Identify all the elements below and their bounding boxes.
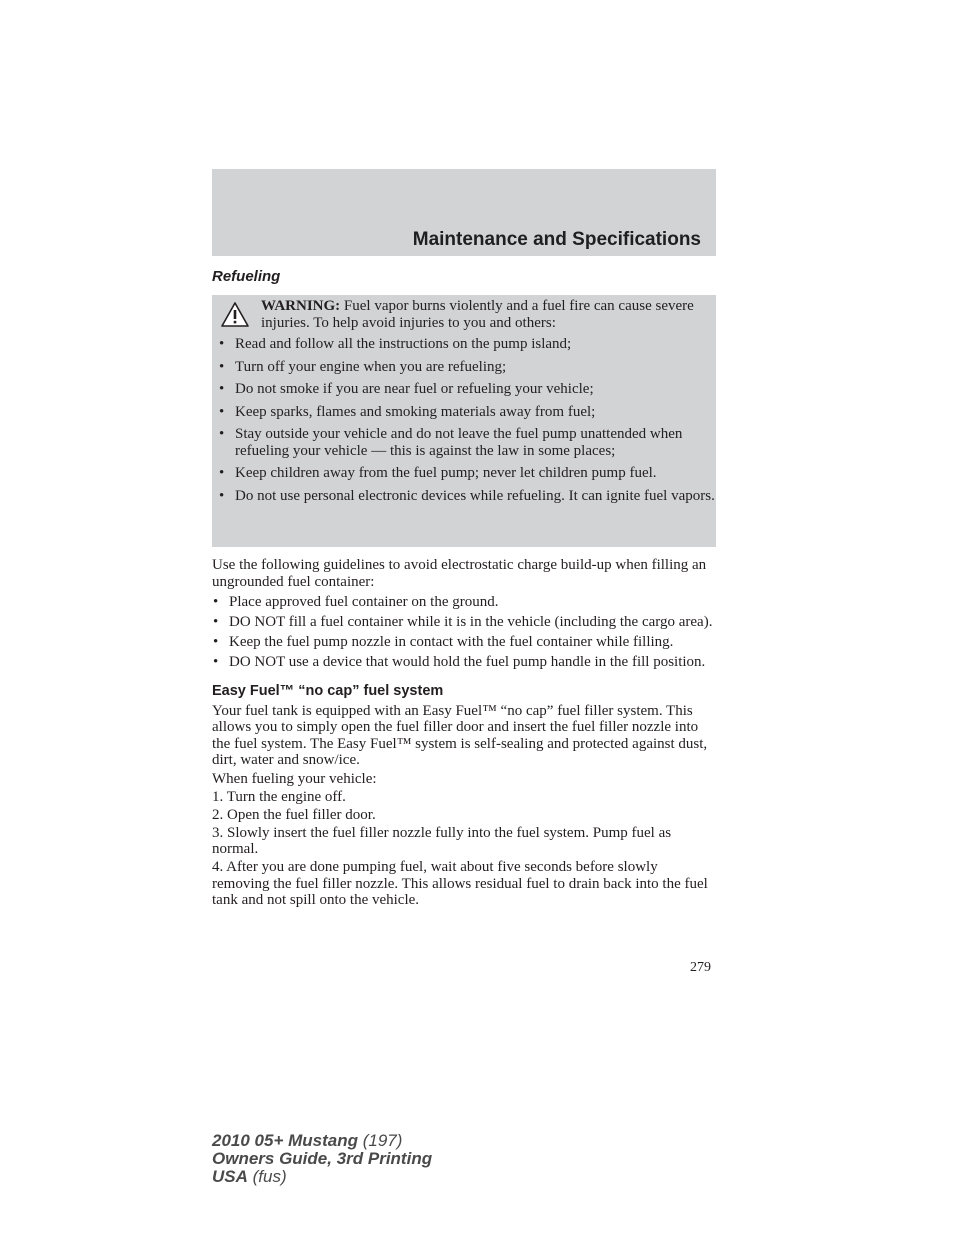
easy-fuel-heading: Easy Fuel™ “no cap” fuel system [212,683,444,699]
warning-label: WARNING: [261,298,341,314]
fueling-step: 1. Turn the engine off. [212,788,346,805]
chapter-title: Maintenance and Specifications [412,229,701,250]
footer-region: USA [212,1167,248,1186]
warning-list-item: • Do not use personal electronic devices while refueling. It can ignite fuel vapors. [212,488,715,505]
section-title: Refueling [212,268,281,285]
fueling-step: 3. Slowly insert the fuel filler nozzle fully into the fuel system. Pump fuel as normal. [212,824,672,857]
when-fueling-text: When fueling your vehicle: [212,770,377,787]
footer-guide: Owners Guide, 3rd Printing [212,1149,433,1168]
guidelines-list-item: • Keep the fuel pump nozzle in contact with the fuel container while filling. [212,634,716,651]
guidelines-list-item: • DO NOT use a device that would hold the fuel pump handle in the fill position. [212,654,716,671]
guidelines-list-item: • DO NOT fill a fuel container while it is in the vehicle (including the cargo area). [212,614,716,631]
guidelines-section [212,557,716,909]
guidelines-list [212,594,716,671]
fueling-step: 4. After you are done pumping fuel, wait about five seconds before slowly removing the fuel filler nozzle. This allows residual fuel to drain back into the fuel tank and not spill onto the vehicle. [212,859,708,908]
warning-box [212,295,716,547]
easy-fuel-paragraph: Your fuel tank is equipped with an Easy Fuel™ “no cap” fuel filler system. This allows you to simply open the fuel filler door and insert the fuel filler nozzle into the fuel system. The Easy Fuel™ system is self-sealing and protected against dust, dirt, water and snow/ice. [212,702,708,768]
fueling-step: 2. Open the fuel filler door. [212,806,376,823]
warning-text [261,298,711,332]
warning-body: Fuel vapor burns violently and a fuel fire can cause severe injuries. To help avoid injuries to you and others: [261,298,694,331]
footer [212,1132,432,1186]
page-number: 279 [690,960,711,975]
warning-list-item: • Keep children away from the fuel pump; never let children pump fuel. [212,465,715,482]
footer-model-code: (197) [358,1131,403,1150]
footer-model: 2010 05+ Mustang [212,1131,358,1150]
warning-list-item: • Turn off your engine when you are refueling; [212,359,715,376]
warning-list-item: • Do not smoke if you are near fuel or refueling your vehicle; [212,381,715,398]
warning-list-item: • Stay outside your vehicle and do not leave the fuel pump unattended when refueling your vehicle — this is against the law in some places; [212,426,715,459]
guidelines-list-item: • Place approved fuel container on the ground. [212,594,716,611]
chapter-header-band [212,169,716,256]
footer-region-code: (fus) [247,1167,287,1186]
warning-list-item: • Keep sparks, flames and smoking materials away from fuel; [212,404,715,421]
warning-list [212,336,716,510]
warning-triangle-icon [220,301,250,328]
guidelines-intro: Use the following guidelines to avoid electrostatic charge build-up when filling an ungrounded fuel container: [212,557,707,590]
warning-list-item: • Read and follow all the instructions on the pump island; [212,336,715,353]
